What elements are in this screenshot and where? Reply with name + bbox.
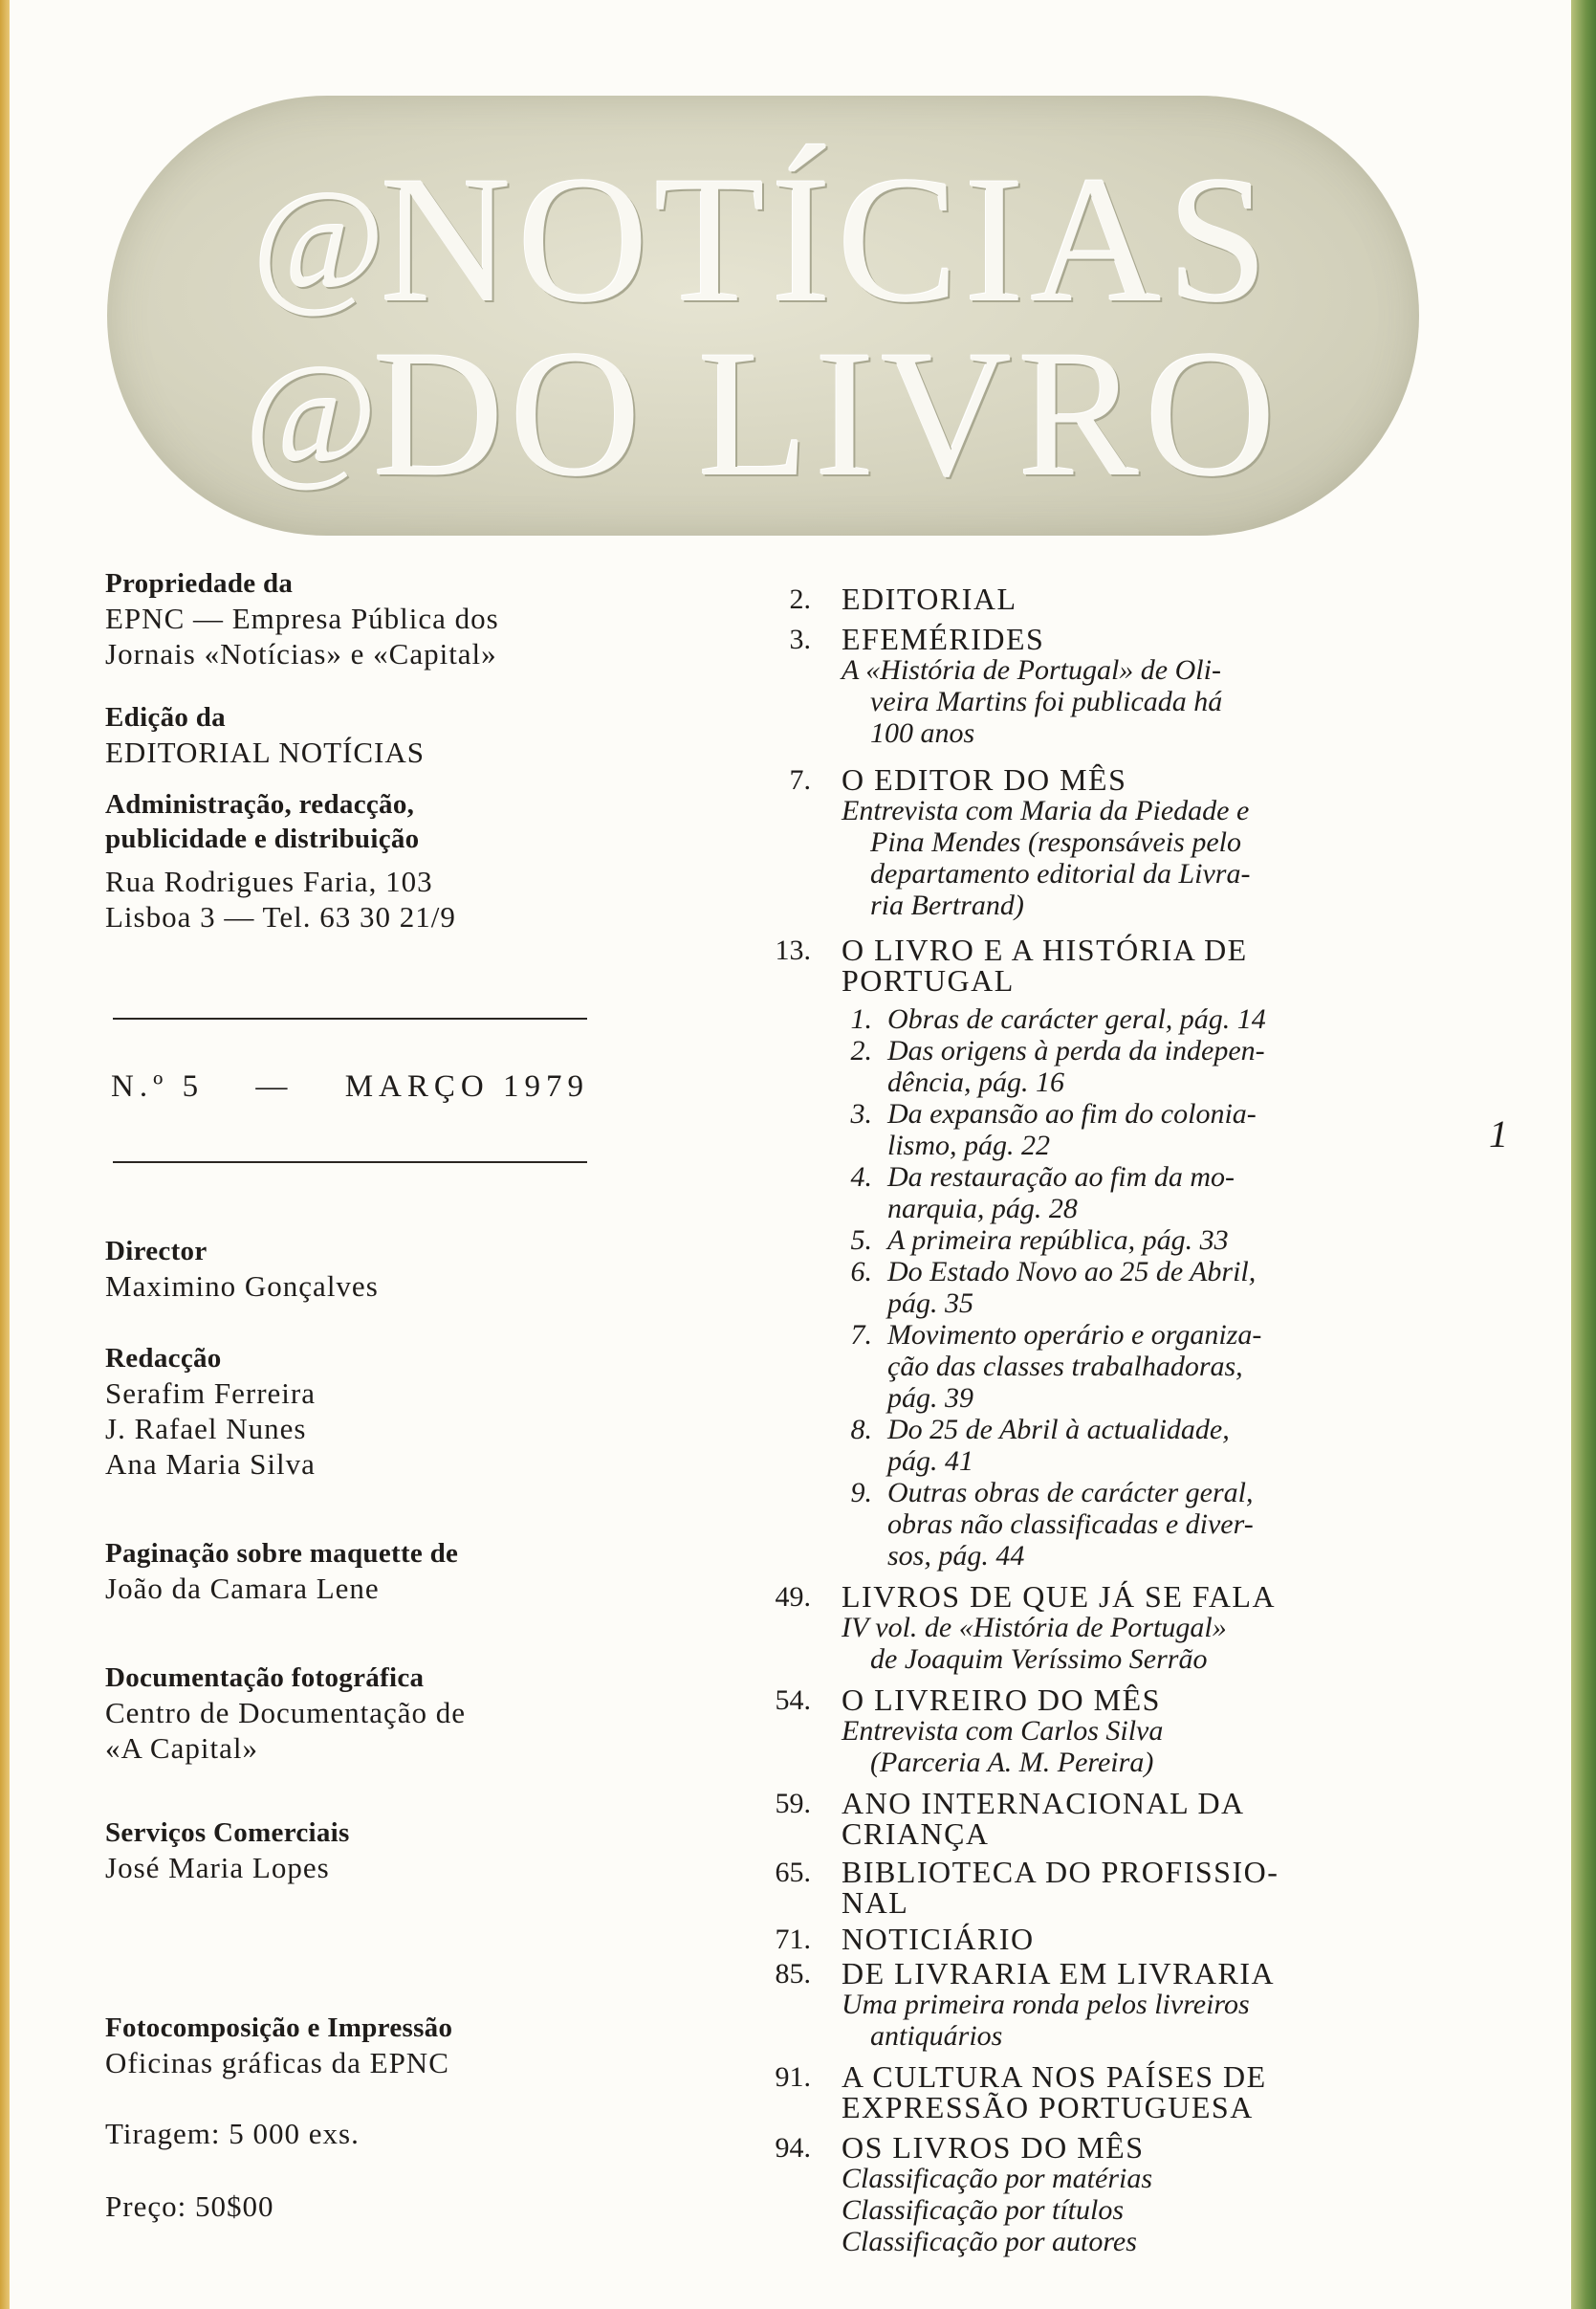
- fotocomposicao-block: [105, 2011, 602, 2080]
- preco-block: [105, 2188, 602, 2224]
- toc-subentry-text: Outras obras de carácter geral,: [887, 1477, 1254, 1508]
- toc-entry: [755, 583, 1348, 614]
- toc-description: (Parceria A. M. Pereira): [870, 1747, 1154, 1778]
- toc-subentry-number: 6.: [850, 1256, 872, 1287]
- toc-subentry-text: pág. 35: [887, 1287, 973, 1319]
- toc-subentry-text: obras não classificadas e diver-: [887, 1508, 1254, 1540]
- toc-page-number: 65.: [775, 1857, 811, 1888]
- toc-page-number: 94.: [775, 2132, 811, 2164]
- masthead-line-1: @NOTÍCIAS: [251, 140, 1275, 341]
- toc-subentry-text: Movimento operário e organiza-: [887, 1319, 1262, 1351]
- toc-page-number: 59.: [775, 1788, 811, 1819]
- table-of-contents: [755, 574, 1348, 2257]
- propriedade-value-2: Jornais «Notícias» e «Capital»: [105, 637, 497, 671]
- toc-subentry-text: dência, pág. 16: [887, 1067, 1064, 1098]
- toc-subentry-text: Da expansão ao fim do colonia-: [887, 1098, 1257, 1130]
- toc-subentry-text: Obras de carácter geral, pág. 14: [887, 1003, 1266, 1035]
- tiragem-block: [105, 2116, 602, 2151]
- redaccao-label: Redacção: [105, 1343, 222, 1374]
- toc-title: O EDITOR DO MÊS: [842, 762, 1127, 797]
- toc-description: Entrevista com Maria da Piedade e: [842, 795, 1250, 826]
- issue-line: [111, 1069, 589, 1105]
- toc-subentry-text: Do 25 de Abril à actualidade,: [887, 1414, 1230, 1445]
- redaccao-value-1: Serafim Ferreira: [105, 1376, 316, 1410]
- toc-subentry-text: pág. 39: [887, 1382, 973, 1414]
- toc-description: A «História de Portugal» de Oli-: [842, 654, 1221, 686]
- toc-subentry: [842, 1003, 1348, 1035]
- paginacao-block: [105, 1536, 602, 1606]
- toc-page-number: 85.: [775, 1958, 811, 1990]
- toc-subentry-number: 3.: [850, 1098, 872, 1130]
- toc-description: veira Martins foi publicada há: [870, 686, 1223, 717]
- issue-dash: —: [255, 1069, 294, 1104]
- toc-title: O LIVRO E A HISTÓRIA DE: [842, 933, 1248, 967]
- toc-entry: [755, 1788, 1348, 1849]
- toc-subentry-number: 1.: [850, 1003, 872, 1035]
- toc-subentry-number: 7.: [850, 1319, 872, 1351]
- toc-subentry: [842, 1098, 1348, 1161]
- toc-description: Entrevista com Carlos Silva: [842, 1715, 1164, 1747]
- colophon-top: [105, 566, 593, 935]
- toc-description: ria Bertrand): [870, 890, 1024, 921]
- toc-subentry-number: 8.: [850, 1414, 872, 1445]
- toc-title: OS LIVROS DO MÊS: [842, 2130, 1145, 2165]
- admin-label-2: publicidade e distribuição: [105, 824, 420, 854]
- toc-title: EFEMÉRIDES: [842, 622, 1045, 656]
- toc-title: EXPRESSÃO PORTUGUESA: [842, 2090, 1254, 2124]
- documentacao-value-1: Centro de Documentação de: [105, 1696, 467, 1729]
- toc-title: O LIVREIRO DO MÊS: [842, 1682, 1161, 1717]
- documentacao-label: Documentação fotográfica: [105, 1662, 425, 1693]
- toc-subentry-text: sos, pág. 44: [887, 1540, 1025, 1572]
- toc-entry: [755, 1924, 1348, 1954]
- toc-subentry-text: A primeira república, pág. 33: [887, 1224, 1229, 1256]
- paginacao-label: Paginação sobre maquette de: [105, 1538, 459, 1569]
- edicao-label: Edição da: [105, 702, 226, 733]
- page-number: 1: [1489, 1112, 1508, 1155]
- toc-subentry-number: 9.: [850, 1477, 872, 1508]
- propriedade-value-1: EPNC — Empresa Pública dos: [105, 602, 499, 635]
- preco-value: Preço: 50$00: [105, 2189, 274, 2223]
- page-edge-right: [1571, 0, 1596, 2309]
- toc-page-number: 2.: [789, 583, 811, 615]
- fotocomposicao-value: Oficinas gráficas da EPNC: [105, 2046, 449, 2079]
- toc-subentry-text: narquia, pág. 28: [887, 1193, 1078, 1224]
- director-value: Maximino Gonçalves: [105, 1269, 379, 1303]
- toc-title: NOTICIÁRIO: [842, 1922, 1035, 1956]
- toc-subentry-text: pág. 41: [887, 1445, 973, 1477]
- toc-entry: [755, 624, 1348, 749]
- toc-subentry: [842, 1319, 1348, 1414]
- toc-subentry-number: 2.: [850, 1035, 872, 1067]
- documentacao-block: [105, 1660, 602, 1766]
- toc-title: DE LIVRARIA EM LIVRARIA: [842, 1956, 1276, 1990]
- toc-title: LIVROS DE QUE JÁ SE FALA: [842, 1579, 1277, 1614]
- documentacao-value-2: «A Capital»: [105, 1731, 258, 1765]
- divider-top: [113, 1018, 587, 1020]
- admin-label-1: Administração, redacção,: [105, 789, 415, 820]
- toc-entry: [755, 1684, 1348, 1778]
- director-label: Director: [105, 1236, 208, 1266]
- servicos-label: Serviços Comerciais: [105, 1817, 350, 1848]
- toc-subentry: [842, 1256, 1348, 1319]
- toc-page-number: 3.: [789, 624, 811, 655]
- toc-entry: [755, 2132, 1348, 2257]
- servicos-value: José Maria Lopes: [105, 1851, 330, 1884]
- toc-description: departamento editorial da Livra-: [870, 858, 1251, 890]
- toc-entry: [755, 1857, 1348, 1918]
- admin-value-1: Rua Rodrigues Faria, 103: [105, 865, 433, 898]
- toc-entry: [755, 2061, 1348, 2122]
- toc-subentry-number: 4.: [850, 1161, 872, 1193]
- edicao-value: EDITORIAL NOTÍCIAS: [105, 736, 425, 769]
- toc-entry: [755, 935, 1348, 1572]
- toc-subentry: [842, 1035, 1348, 1098]
- toc-entry: [755, 1581, 1348, 1675]
- toc-title: NAL: [842, 1885, 909, 1920]
- toc-title: A CULTURA NOS PAÍSES DE: [842, 2059, 1267, 2094]
- toc-page-number: 54.: [775, 1684, 811, 1716]
- toc-subentry-text: Do Estado Novo ao 25 de Abril,: [887, 1256, 1257, 1287]
- masthead-line-2: @DO LIVRO: [244, 314, 1282, 515]
- toc-subentry-text: Da restauração ao fim da mo-: [887, 1161, 1235, 1193]
- toc-description: de Joaquim Veríssimo Serrão: [870, 1643, 1208, 1675]
- toc-subentry: [842, 1477, 1348, 1572]
- director-block: [105, 1234, 602, 1304]
- toc-title: CRIANÇA: [842, 1816, 990, 1851]
- toc-page-number: 91.: [775, 2061, 811, 2093]
- admin-value-2: Lisboa 3 — Tel. 63 30 21/9: [105, 900, 456, 934]
- toc-entry: [755, 764, 1348, 921]
- toc-title: EDITORIAL: [842, 582, 1017, 616]
- issue-date: MARÇO 1979: [344, 1069, 589, 1104]
- paginacao-value: João da Camara Lene: [105, 1572, 380, 1605]
- toc-title: BIBLIOTECA DO PROFISSIO-: [842, 1855, 1279, 1889]
- toc-description: IV vol. de «História de Portugal»: [842, 1612, 1227, 1643]
- toc-description: Pina Mendes (responsáveis pelo: [870, 826, 1241, 858]
- redaccao-value-2: J. Rafael Nunes: [105, 1412, 307, 1445]
- toc-subentry-text: ção das classes trabalhadoras,: [887, 1351, 1243, 1382]
- toc-entry: [755, 1958, 1348, 2052]
- toc-subentry: [842, 1161, 1348, 1224]
- toc-page-number: 7.: [789, 764, 811, 796]
- toc-subentry: [842, 1414, 1348, 1477]
- tiragem-value: Tiragem: 5 000 exs.: [105, 2117, 360, 2150]
- toc-subentry: [842, 1224, 1348, 1256]
- page-edge-left: [0, 0, 10, 2309]
- redaccao-value-3: Ana Maria Silva: [105, 1447, 316, 1481]
- toc-subentry-number: 5.: [850, 1224, 872, 1256]
- masthead-banner: [107, 96, 1419, 536]
- toc-subentry-text: lismo, pág. 22: [887, 1130, 1051, 1161]
- toc-sublist: [842, 1003, 1348, 1572]
- toc-title: ANO INTERNACIONAL DA: [842, 1786, 1245, 1820]
- servicos-block: [105, 1815, 602, 1885]
- fotocomposicao-label: Fotocomposição e Impressão: [105, 2012, 453, 2043]
- toc-description: 100 anos: [870, 717, 975, 749]
- toc-page-number: 49.: [775, 1581, 811, 1613]
- toc-page-number: 13.: [775, 935, 811, 966]
- toc-page-number: 71.: [775, 1924, 811, 1955]
- propriedade-label: Propriedade da: [105, 568, 294, 599]
- toc-description: Classificação por matérias: [842, 2163, 1153, 2194]
- toc-description: Classificação por autores: [842, 2226, 1137, 2257]
- toc-description: Uma primeira ronda pelos livreiros: [842, 1989, 1250, 2020]
- issue-number: N.º 5: [111, 1069, 205, 1104]
- redaccao-block: [105, 1341, 602, 1482]
- toc-description: Classificação por títulos: [842, 2194, 1125, 2226]
- toc-subentry-text: Das origens à perda da indepen-: [887, 1035, 1265, 1067]
- toc-title: PORTUGAL: [842, 963, 1015, 998]
- toc-description: antiquários: [870, 2020, 1003, 2052]
- divider-bottom: [113, 1161, 587, 1163]
